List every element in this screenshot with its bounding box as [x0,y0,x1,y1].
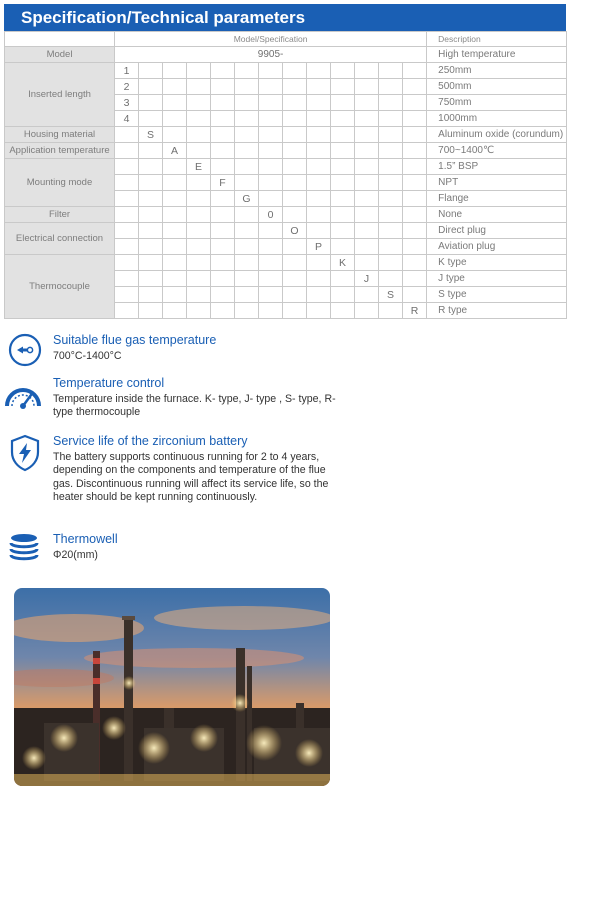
empty-cell [283,287,307,303]
empty-cell [283,159,307,175]
empty-cell [283,239,307,255]
empty-cell [379,143,403,159]
empty-cell [403,239,427,255]
empty-cell [163,207,187,223]
empty-cell [331,159,355,175]
empty-cell [331,223,355,239]
empty-cell [235,79,259,95]
empty-cell [379,255,403,271]
empty-cell [283,111,307,127]
empty-cell [379,303,403,319]
empty-cell [403,255,427,271]
feature-title: Thermowell [53,532,118,546]
model-row [5,47,567,63]
empty-cell [331,143,355,159]
empty-cell [355,287,379,303]
section-header [4,4,566,31]
empty-cell [379,271,403,287]
row-group-label: Housing material [5,127,115,143]
empty-cell [307,207,331,223]
empty-cell [259,111,283,127]
code-cell: 4 [115,111,139,127]
empty-cell [259,287,283,303]
empty-cell [259,191,283,207]
code-cell: R [403,303,427,319]
empty-cell [379,159,403,175]
empty-cell [187,143,211,159]
empty-cell [163,303,187,319]
empty-cell [211,63,235,79]
empty-cell [259,175,283,191]
empty-cell [307,175,331,191]
model-desc: High temperature [427,47,567,63]
empty-cell [211,159,235,175]
flue-gas-icon [8,333,42,367]
empty-cell [379,95,403,111]
empty-cell [379,239,403,255]
section-title: Specification/Technical parameters [21,8,306,27]
empty-cell [259,63,283,79]
empty-cell [211,95,235,111]
empty-cell [283,207,307,223]
table-row [5,207,567,223]
table-row [5,159,567,175]
desc-cell: 1000mm [427,111,567,127]
empty-cell [403,95,427,111]
empty-cell [307,255,331,271]
empty-cell [139,63,163,79]
row-group-label: Thermocouple [5,255,115,319]
empty-cell [283,63,307,79]
feature-title: Service life of the zirconium battery [53,434,248,448]
empty-cell [163,223,187,239]
empty-cell [355,303,379,319]
code-cell: S [379,287,403,303]
empty-cell [211,271,235,287]
table-row [5,63,567,79]
empty-cell [235,207,259,223]
empty-cell [163,271,187,287]
empty-cell [307,223,331,239]
empty-cell [379,207,403,223]
code-cell: S [139,127,163,143]
empty-cell [307,63,331,79]
empty-cell [163,239,187,255]
desc-cell: Flange [427,191,567,207]
empty-cell [187,303,211,319]
empty-cell [187,223,211,239]
empty-cell [211,79,235,95]
feature-text: Φ20(mm) [53,549,98,561]
code-cell: E [187,159,211,175]
empty-cell [355,111,379,127]
empty-cell [211,207,235,223]
empty-cell [235,271,259,287]
empty-cell [139,111,163,127]
empty-cell [163,287,187,303]
empty-cell [355,143,379,159]
empty-cell [139,255,163,271]
gauge-icon [8,376,42,410]
empty-cell [115,127,139,143]
empty-cell [139,79,163,95]
empty-cell [211,143,235,159]
empty-cell [355,175,379,191]
empty-cell [163,79,187,95]
empty-cell [379,111,403,127]
desc-header: Description [427,32,567,47]
empty-cell [259,255,283,271]
empty-cell [307,287,331,303]
empty-cell [283,271,307,287]
row-group-label: Mounting mode [5,159,115,207]
desc-cell: K type [427,255,567,271]
empty-cell [403,271,427,287]
empty-cell [211,127,235,143]
empty-cell [115,271,139,287]
empty-cell [187,63,211,79]
feature-text: The battery supports continuous running for 2 to 4 years, depending on the components and temperature of the flue gas. Discontinuous running will affect its service life, so the heater should be kept running continuously. [53,451,329,503]
empty-cell [139,207,163,223]
empty-cell [115,175,139,191]
empty-cell [235,95,259,111]
empty-cell [331,175,355,191]
feature-text: Temperature inside the furnace. K- type, J- type , S- type, R-type thermocouple [53,393,336,419]
empty-cell [379,175,403,191]
empty-cell [139,175,163,191]
empty-cell [259,303,283,319]
empty-cell [331,287,355,303]
desc-cell: 1.5” BSP [427,159,567,175]
empty-cell [307,95,331,111]
empty-cell [235,175,259,191]
empty-cell [163,95,187,111]
empty-cell [163,63,187,79]
empty-cell [331,303,355,319]
empty-cell [355,191,379,207]
desc-cell: Aluminum oxide (corundum) [427,127,567,143]
empty-cell [211,239,235,255]
empty-cell [403,111,427,127]
empty-cell [211,255,235,271]
empty-cell [163,111,187,127]
empty-cell [115,239,139,255]
empty-cell [355,127,379,143]
empty-cell [307,111,331,127]
spec-table [4,31,567,319]
empty-cell [139,271,163,287]
empty-cell [379,63,403,79]
code-cell: 0 [259,207,283,223]
empty-cell [259,79,283,95]
feature-title: Temperature control [53,376,165,390]
row-group-label: Electrical connection [5,223,115,255]
empty-cell [163,127,187,143]
empty-cell [163,255,187,271]
code-cell: O [283,223,307,239]
empty-cell [283,79,307,95]
empty-cell [307,143,331,159]
refinery-photo [14,588,330,786]
empty-cell [139,191,163,207]
desc-cell: S type [427,287,567,303]
empty-cell [139,159,163,175]
empty-cell [307,271,331,287]
desc-cell: Aviation plug [427,239,567,255]
empty-cell [139,303,163,319]
table-row [5,127,567,143]
row-group-label: Application temperature [5,143,115,159]
desc-cell: 700~1400℃ [427,143,567,159]
empty-cell [187,271,211,287]
code-cell: A [163,143,187,159]
table-header-row [5,32,567,47]
code-cell: P [307,239,331,255]
empty-cell [379,127,403,143]
empty-cell [115,223,139,239]
code-cell: F [211,175,235,191]
empty-cell [355,255,379,271]
empty-cell [355,207,379,223]
empty-cell [283,255,307,271]
empty-cell [139,287,163,303]
empty-cell [235,111,259,127]
empty-cell [355,63,379,79]
empty-cell [235,63,259,79]
code-cell: K [331,255,355,271]
code-cell: 1 [115,63,139,79]
empty-cell [379,191,403,207]
empty-cell [379,79,403,95]
empty-cell [211,191,235,207]
empty-cell [283,143,307,159]
empty-cell [115,303,139,319]
empty-cell [403,287,427,303]
empty-cell [163,159,187,175]
empty-cell [403,79,427,95]
empty-cell [235,223,259,239]
empty-cell [283,127,307,143]
empty-cell [403,159,427,175]
empty-cell [259,239,283,255]
coil-stack-icon [8,532,42,566]
empty-cell [139,223,163,239]
empty-cell [139,239,163,255]
row-group-label: Filter [5,207,115,223]
empty-cell [283,175,307,191]
empty-cell [355,95,379,111]
table-row [5,223,567,239]
shield-bolt-icon [8,434,42,468]
empty-cell [187,191,211,207]
code-cell: 3 [115,95,139,111]
empty-cell [235,127,259,143]
code-cell: 2 [115,79,139,95]
empty-cell [283,95,307,111]
table-row [5,255,567,271]
empty-cell [211,287,235,303]
empty-cell [115,159,139,175]
empty-cell [259,271,283,287]
empty-cell [187,175,211,191]
empty-cell [187,111,211,127]
empty-cell [235,159,259,175]
empty-cell [331,207,355,223]
empty-cell [115,287,139,303]
empty-cell [235,303,259,319]
empty-cell [283,191,307,207]
empty-cell [259,159,283,175]
empty-cell [211,223,235,239]
empty-cell [283,303,307,319]
feature-title: Suitable flue gas temperature [53,333,217,347]
empty-cell [331,127,355,143]
empty-cell [139,143,163,159]
empty-cell [163,175,187,191]
spec-header: Model/Specification [115,32,427,47]
empty-cell [307,79,331,95]
desc-cell: J type [427,271,567,287]
empty-cell [331,79,355,95]
empty-cell [403,127,427,143]
empty-cell [403,191,427,207]
desc-cell: 500mm [427,79,567,95]
empty-cell [235,143,259,159]
empty-cell [307,127,331,143]
empty-cell [355,79,379,95]
empty-cell [235,239,259,255]
desc-cell: R type [427,303,567,319]
empty-cell [187,127,211,143]
empty-cell [187,287,211,303]
empty-cell [379,223,403,239]
empty-cell [403,175,427,191]
code-cell: G [235,191,259,207]
empty-cell [187,207,211,223]
empty-cell [235,287,259,303]
empty-cell [259,223,283,239]
empty-cell [355,239,379,255]
empty-cell [211,303,235,319]
empty-cell [115,207,139,223]
empty-cell [115,255,139,271]
empty-cell [259,143,283,159]
empty-cell [235,255,259,271]
empty-cell [331,95,355,111]
empty-cell [187,95,211,111]
empty-cell [211,111,235,127]
empty-cell [307,191,331,207]
empty-cell [331,239,355,255]
desc-cell: None [427,207,567,223]
feature-text: 700°C-1400°C [53,350,122,362]
empty-cell [259,95,283,111]
row-group-label: Inserted length [5,63,115,127]
table-row [5,143,567,159]
empty-cell [403,223,427,239]
empty-cell [187,79,211,95]
empty-cell [331,63,355,79]
empty-cell [187,239,211,255]
desc-cell: 750mm [427,95,567,111]
empty-cell [355,223,379,239]
empty-cell [331,111,355,127]
desc-cell: Direct plug [427,223,567,239]
empty-cell [403,143,427,159]
code-cell: J [355,271,379,287]
empty-cell [307,303,331,319]
desc-cell: 250mm [427,63,567,79]
empty-cell [187,255,211,271]
empty-cell [139,95,163,111]
empty-cell [115,143,139,159]
empty-cell [403,63,427,79]
empty-cell [355,159,379,175]
model-value: 9905- [115,47,427,63]
desc-cell: NPT [427,175,567,191]
empty-cell [115,191,139,207]
empty-cell [307,159,331,175]
model-label: Model [5,47,115,63]
empty-cell [331,191,355,207]
empty-cell [403,207,427,223]
empty-cell [163,191,187,207]
empty-cell [331,271,355,287]
empty-cell [259,127,283,143]
